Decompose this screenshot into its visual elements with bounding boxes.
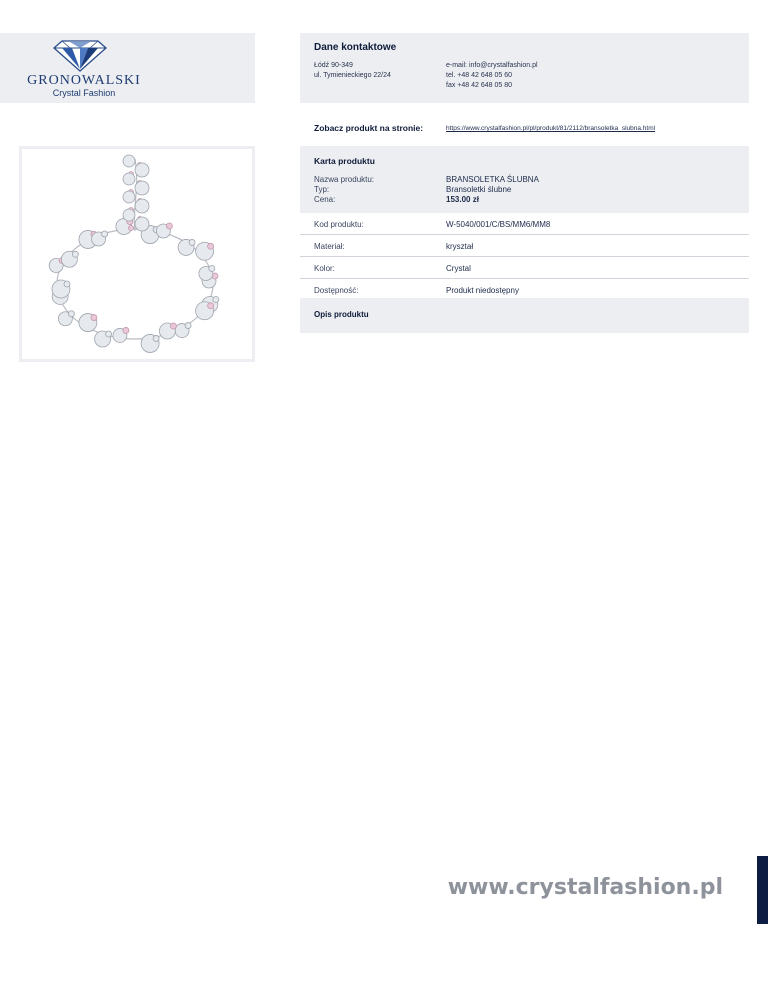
product-description [300, 298, 749, 333]
detail-value: Produkt niedostępny [446, 286, 519, 295]
address-line-2: ul. Tymienieckiego 22/24 [314, 72, 391, 79]
product-card-title: Karta produktu [314, 156, 375, 166]
crystal-bead [185, 323, 191, 329]
crystal-bead [123, 173, 135, 185]
brand-name: GRONOWALSKI [27, 73, 141, 88]
address-line-1: Łódź 90-349 [314, 62, 353, 69]
brand-logo-panel [0, 33, 255, 103]
crystal-bead [123, 155, 135, 167]
product-link[interactable]: https://www.crystalfashion.pl/pl/produkt/81/2112/bransoletka_slubna.html [446, 125, 656, 132]
crystal-bead [213, 296, 219, 302]
bracelet-image [22, 149, 252, 359]
product-name: BRANSOLETKA ŚLUBNA [446, 175, 539, 184]
product-card-values [446, 175, 539, 205]
contact-fax: fax +48 42 648 05 80 [446, 82, 512, 89]
crystal-bead [135, 163, 149, 177]
pink-bead [208, 243, 214, 249]
detail-value: W-5040/001/C/BS/MM6/MM8 [446, 220, 551, 229]
crystal-bead [153, 335, 159, 341]
brand-tagline: Crystal Fashion [52, 88, 116, 98]
detail-label: Dostępność: [314, 286, 359, 295]
contact-panel [300, 33, 749, 103]
detail-label: Kolor: [314, 264, 335, 273]
detail-value: kryształ [446, 242, 474, 251]
detail-value: Crystal [446, 264, 471, 273]
detail-label: Materiał: [314, 242, 345, 251]
detail-row [300, 235, 749, 257]
crystal-bead [189, 239, 195, 245]
contact-email[interactable]: e-mail: info@crystalfashion.pl [446, 62, 538, 69]
pink-bead [91, 315, 97, 321]
product-photo [19, 146, 255, 362]
crystal-bead [123, 191, 135, 203]
contact-title: Dane kontaktowe [314, 42, 397, 53]
crystal-bead [102, 231, 108, 237]
product-type-label: Typ: [314, 185, 330, 194]
pink-bead [170, 323, 176, 329]
product-name-label: Nazwa produktu: [314, 175, 375, 184]
detail-label: Kod produktu: [314, 220, 364, 229]
crystal-bead [135, 217, 149, 231]
product-card [300, 146, 749, 213]
product-price-label: Cena: [314, 195, 336, 204]
footer-url: www.crystalfashion.pl [447, 875, 723, 900]
crystal-bead [72, 251, 78, 257]
crystal-bead [135, 181, 149, 195]
product-card-labels [314, 175, 374, 205]
detail-row [300, 213, 749, 235]
contact-details [446, 61, 538, 91]
pink-bead [166, 223, 172, 229]
crystal-bead [64, 281, 70, 287]
contact-phone: tel. +48 42 648 05 60 [446, 72, 512, 79]
crystal-bead [209, 266, 215, 272]
contact-address [314, 61, 391, 81]
product-link-label: Zobacz produkt na stronie: [314, 123, 424, 133]
footer-accent-bar [757, 856, 768, 924]
pink-bead [208, 303, 214, 309]
pink-bead [123, 327, 129, 333]
product-price: 153.00 zł [446, 195, 479, 204]
product-type: Bransoletki ślubne [446, 185, 512, 194]
crystal-bead [135, 199, 149, 213]
crystal-bead [68, 311, 74, 317]
crystal-bead [123, 209, 135, 221]
description-title: Opis produktu [314, 310, 369, 319]
pink-bead [129, 226, 134, 231]
detail-row [300, 257, 749, 279]
crystal-bead [106, 331, 112, 337]
